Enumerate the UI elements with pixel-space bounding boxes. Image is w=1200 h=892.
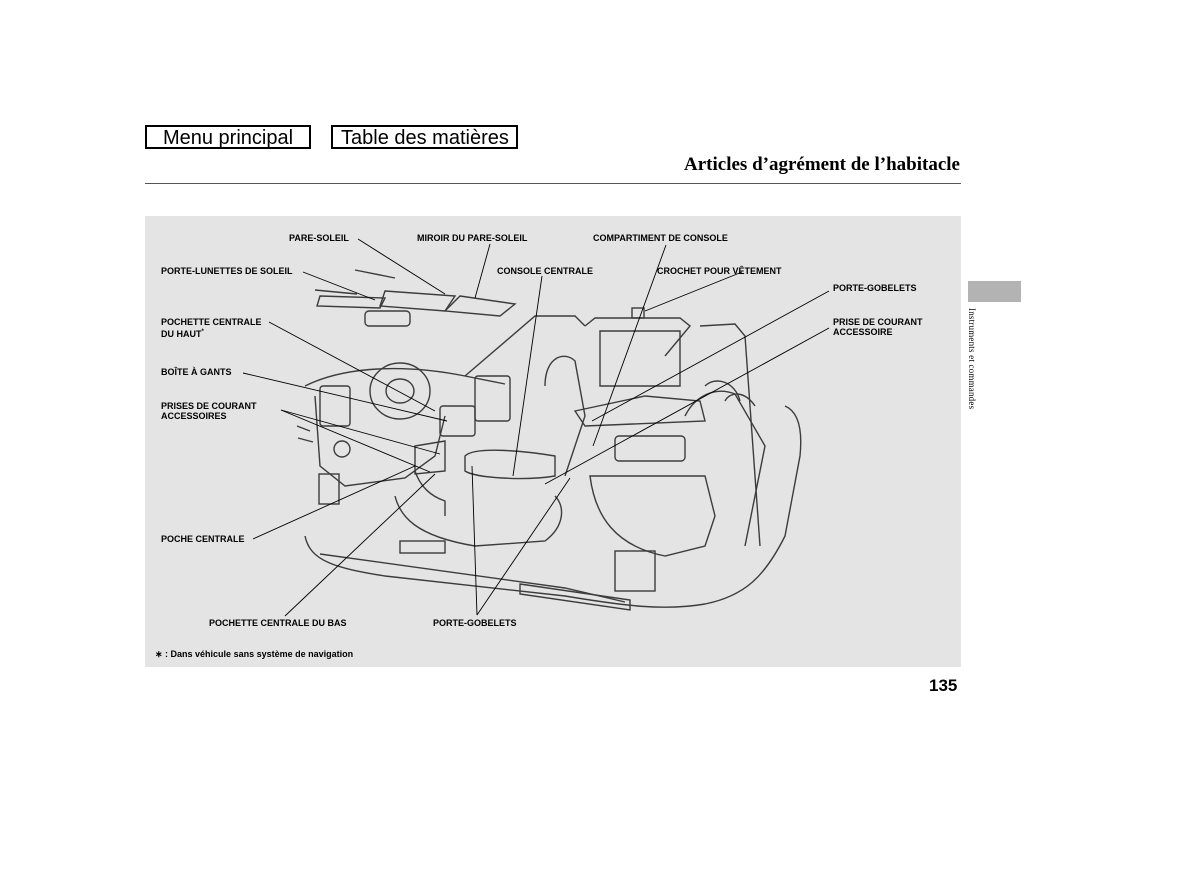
label-prises-accessoires: PRISES DE COURANT ACCESSOIRES bbox=[161, 401, 257, 421]
label-miroir-pare-soleil: MIROIR DU PARE-SOLEIL bbox=[417, 233, 528, 243]
section-tab-label: Instruments et commandes bbox=[967, 308, 977, 410]
label-pare-soleil: PARE-SOLEIL bbox=[289, 233, 349, 243]
label-poche-centrale: POCHE CENTRALE bbox=[161, 534, 245, 544]
label-boite-gants: BOÎTE À GANTS bbox=[161, 367, 232, 377]
label-pochette-centrale-bas: POCHETTE CENTRALE DU BAS bbox=[209, 618, 347, 628]
section-tab-marker bbox=[968, 281, 1021, 302]
label-porte-lunettes: PORTE-LUNETTES DE SOLEIL bbox=[161, 266, 293, 276]
asterisk-mark: * bbox=[201, 329, 204, 335]
label-porte-gobelets-bottom: PORTE-GOBELETS bbox=[433, 618, 517, 628]
label-prise-accessoire: PRISE DE COURANT ACCESSOIRE bbox=[833, 317, 923, 337]
label-crochet-vetement: CROCHET POUR VÊTEMENT bbox=[657, 266, 782, 276]
table-of-contents-button[interactable]: Table des matières bbox=[331, 125, 518, 149]
page-title: Articles d’agrément de l’habitacle bbox=[684, 154, 960, 175]
title-divider bbox=[145, 183, 961, 184]
label-compartiment-console: COMPARTIMENT DE CONSOLE bbox=[593, 233, 728, 243]
interior-diagram bbox=[145, 216, 961, 667]
page-number: 135 bbox=[929, 676, 958, 695]
label-pochette-centrale-haut: POCHETTE CENTRALE DU HAUT* bbox=[161, 317, 262, 339]
footnote: ∗ : Dans véhicule sans système de navigation bbox=[155, 649, 354, 659]
label-console-centrale: CONSOLE CENTRALE bbox=[497, 266, 594, 276]
label-porte-gobelets-top: PORTE-GOBELETS bbox=[833, 283, 917, 293]
main-menu-button[interactable]: Menu principal bbox=[145, 125, 311, 149]
